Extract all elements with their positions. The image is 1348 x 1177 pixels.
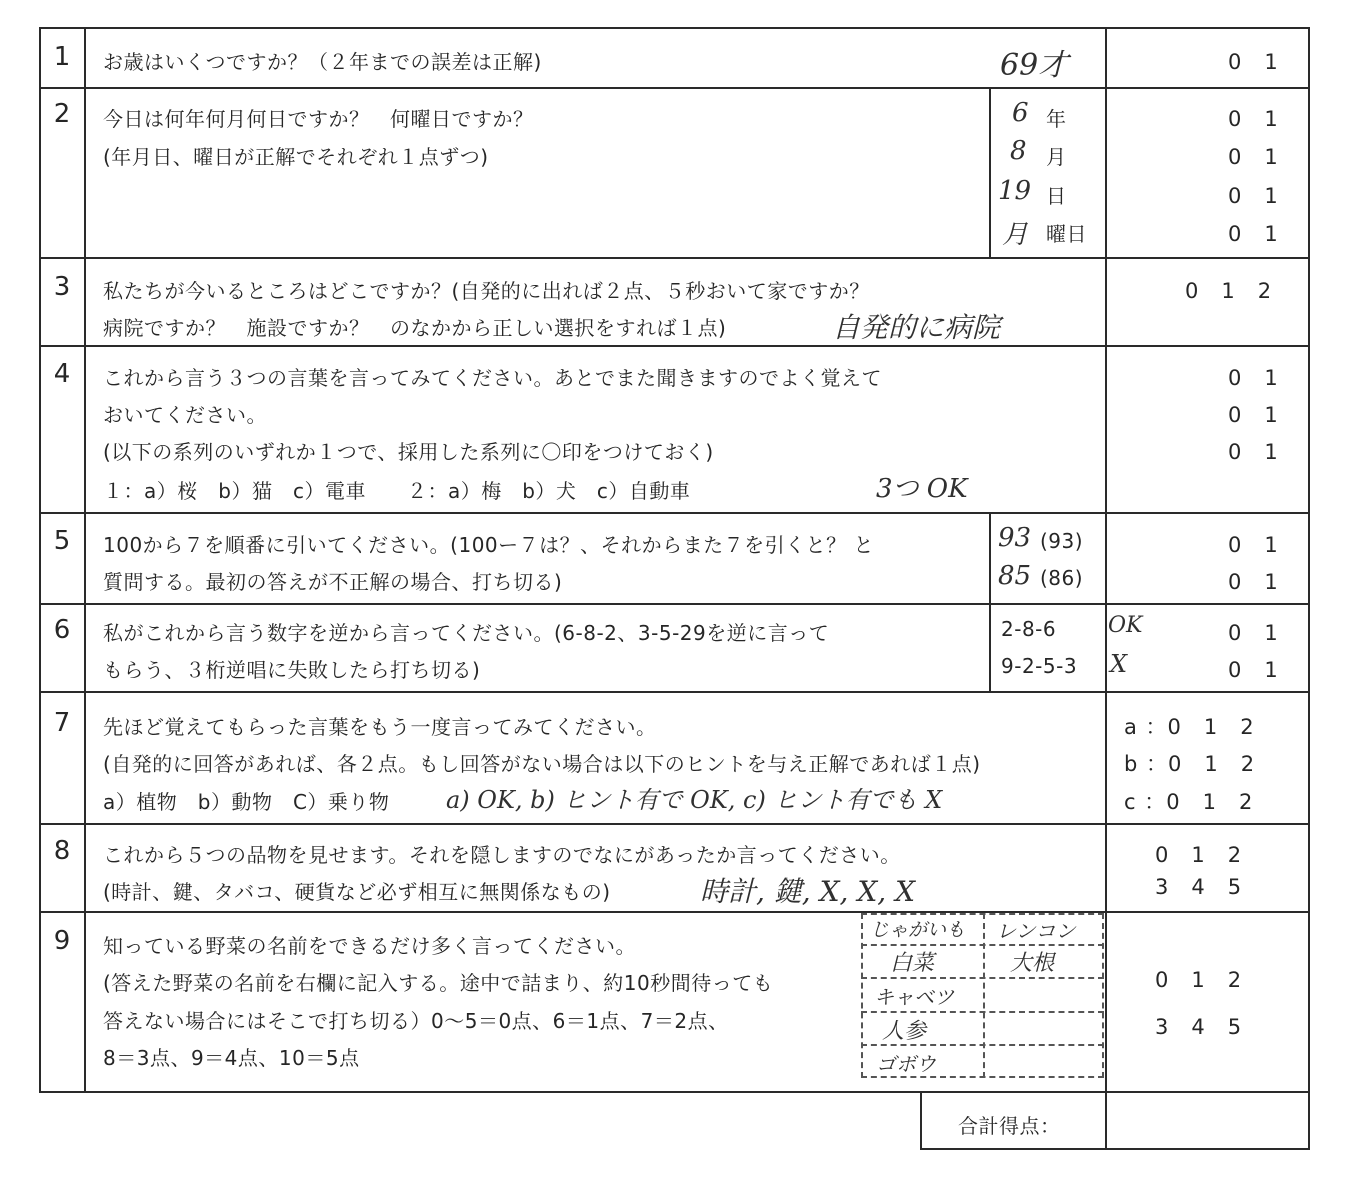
question-text: １：a）桜 b）猫 c）電車 ２：a）梅 b）犬 c）自動車 [103,479,691,503]
question-text: 先ほど覚えてもらった言葉をもう一度言ってみてください。 [103,715,657,739]
question-text: おいてください。 [103,403,267,427]
question-text: お歳はいくつですか？（２年までの誤差は正解) [103,50,542,74]
score-column-divider [1105,27,1107,1150]
row-number: 2 [53,99,71,129]
handwritten-weekday[interactable]: 月 [1002,220,1029,250]
row-divider [39,512,1310,514]
question-text: 知っている野菜の名前をできるだけ多く言ってください。 [103,934,636,958]
score-options[interactable]: c ：0 1 2 [1124,790,1254,814]
question-text: a）植物 b）動物 C）乗り物 [103,790,390,814]
row-number: 3 [53,272,71,302]
question-text: (以下の系列のいずれか１つで、採用した系列に〇印をつけておく) [103,440,714,464]
score-options[interactable]: 0 1 [1228,222,1279,246]
question-text: これから言う３つの言葉を言ってみてください。あとでまた聞きますのでよく覚えて [103,366,882,390]
row-number: 8 [53,836,71,866]
score-options[interactable]: 0 1 [1228,658,1279,682]
date-unit-label: 曜日 [1046,222,1087,246]
handwritten-month[interactable]: 8 [1010,136,1027,166]
score-options[interactable]: 0 1 [1228,184,1279,208]
score-options[interactable]: 0 1 2 [1155,968,1243,992]
expected-answer: (86) [1040,566,1084,590]
score-options[interactable]: 0 1 2 [1155,843,1243,867]
grid-divider [861,977,1104,979]
handwritten-answer[interactable]: 93 [998,523,1032,553]
handwritten-answer[interactable]: 時計, 鍵, X, X, X [700,875,916,908]
vegetable-entry[interactable]: ゴボウ [876,1052,936,1076]
score-options[interactable]: 3 4 5 [1155,1015,1243,1039]
score-options[interactable]: 0 1 [1228,107,1279,131]
question-text: 質問する。最初の答えが不正解の場合、打ち切る) [103,570,563,594]
score-options[interactable]: 0 1 [1228,145,1279,169]
handwritten-result[interactable]: OK [1108,613,1143,638]
vegetable-entry[interactable]: 人参 [882,1019,927,1044]
score-options[interactable]: 0 1 2 [1185,279,1273,303]
question-text: (自発的に回答があれば、各２点。もし回答がない場合は以下のヒントを与え正解であれば１点) [103,752,981,776]
handwritten-year[interactable]: 6 [1012,98,1029,128]
answer-column-divider [989,512,991,691]
vegetable-entry[interactable]: キャベツ [874,985,954,1009]
score-options[interactable]: 0 1 [1228,533,1279,557]
row-divider [39,87,1310,89]
number-column-divider [84,27,86,1093]
vegetable-entry[interactable]: 白菜 [890,951,935,976]
handwritten-answer[interactable]: 自発的に病院 [832,311,1001,344]
expected-answer: (93) [1040,529,1084,553]
grid-divider [861,1011,1104,1013]
score-options[interactable]: 0 1 [1228,570,1279,594]
score-options[interactable]: 0 1 [1228,50,1279,74]
score-options[interactable]: b ：0 1 2 [1124,752,1256,776]
digit-sequence: 9-2-5-3 [1001,654,1078,678]
row-number: 1 [53,42,71,72]
score-options[interactable]: a ：0 1 2 [1124,715,1255,739]
row-number: 6 [53,615,71,645]
question-text: (答えた野菜の名前を右欄に記入する。途中で詰まり、約10秒間待っても [103,971,774,995]
row-divider [39,345,1310,347]
row-divider [39,257,1310,259]
handwritten-result[interactable]: X [1110,650,1128,678]
row-divider [39,691,1310,693]
grid-divider [983,913,985,1078]
row-number: 7 [53,708,71,738]
question-text: (時計、鍵、タバコ、硬貨など必ず相互に無関係なもの) [103,880,611,904]
question-text: 私たちが今いるところはどこですか？(自発的に出れば２点、５秒おいて家ですか？ [103,279,870,303]
score-options[interactable]: 0 1 [1228,621,1279,645]
handwritten-answer[interactable]: 69才 [1000,48,1069,83]
date-unit-label: 年 [1046,107,1067,131]
question-text: もらう、３桁逆唱に失敗したら打ち切る) [103,658,481,682]
question-text: 今日は何年何月何日ですか？ 何曜日ですか？ [103,107,534,131]
vegetable-entry[interactable]: 大根 [1010,951,1055,976]
row-divider [39,823,1310,825]
handwritten-answer[interactable]: a) OK, b) ヒント有で OK, c) ヒント有でも X [446,786,943,814]
answer-column-divider [989,87,991,257]
score-options[interactable]: 0 1 [1228,403,1279,427]
vegetable-entry[interactable]: レンコン [996,919,1076,943]
date-unit-label: 日 [1046,184,1067,208]
row-divider [39,911,1310,913]
row-number: 9 [53,926,71,956]
question-text: 答えない場合にはそこで打ち切る）0～5＝0点、6＝1点、7＝2点、 [103,1009,729,1033]
score-options[interactable]: 0 1 [1228,366,1279,390]
question-text: 8＝3点、9＝4点、10＝5点 [103,1046,360,1070]
date-unit-label: 月 [1046,145,1067,169]
row-divider [39,603,1310,605]
digit-sequence: 2-8-6 [1001,617,1057,641]
score-options[interactable]: 3 4 5 [1155,875,1243,899]
question-text: 100から７を順番に引いてください。(100ー７は？、それからまた７を引くと？ と [103,533,875,557]
vegetable-entry[interactable]: じゃがいも [870,919,966,941]
question-text: これから５つの品物を見せます。それを隠しますのでなにがあったか言ってください。 [103,843,901,867]
handwritten-answer[interactable]: 85 [998,561,1032,591]
total-score-label: 合計得点： [958,1114,1061,1138]
row-number: 5 [53,526,71,556]
row-number: 4 [53,359,71,389]
question-text: 私がこれから言う数字を逆から言ってください。(6-8-2、3-5-29を逆に言って [103,621,830,645]
question-text: 病院ですか？ 施設ですか？ のなかから正しい選択をすれば１点) [103,316,727,340]
handwritten-answer[interactable]: 3つ OK [876,474,968,504]
question-text: (年月日、曜日が正解でそれぞれ１点ずつ) [103,145,489,169]
score-options[interactable]: 0 1 [1228,440,1279,464]
handwritten-day[interactable]: 19 [998,176,1032,206]
